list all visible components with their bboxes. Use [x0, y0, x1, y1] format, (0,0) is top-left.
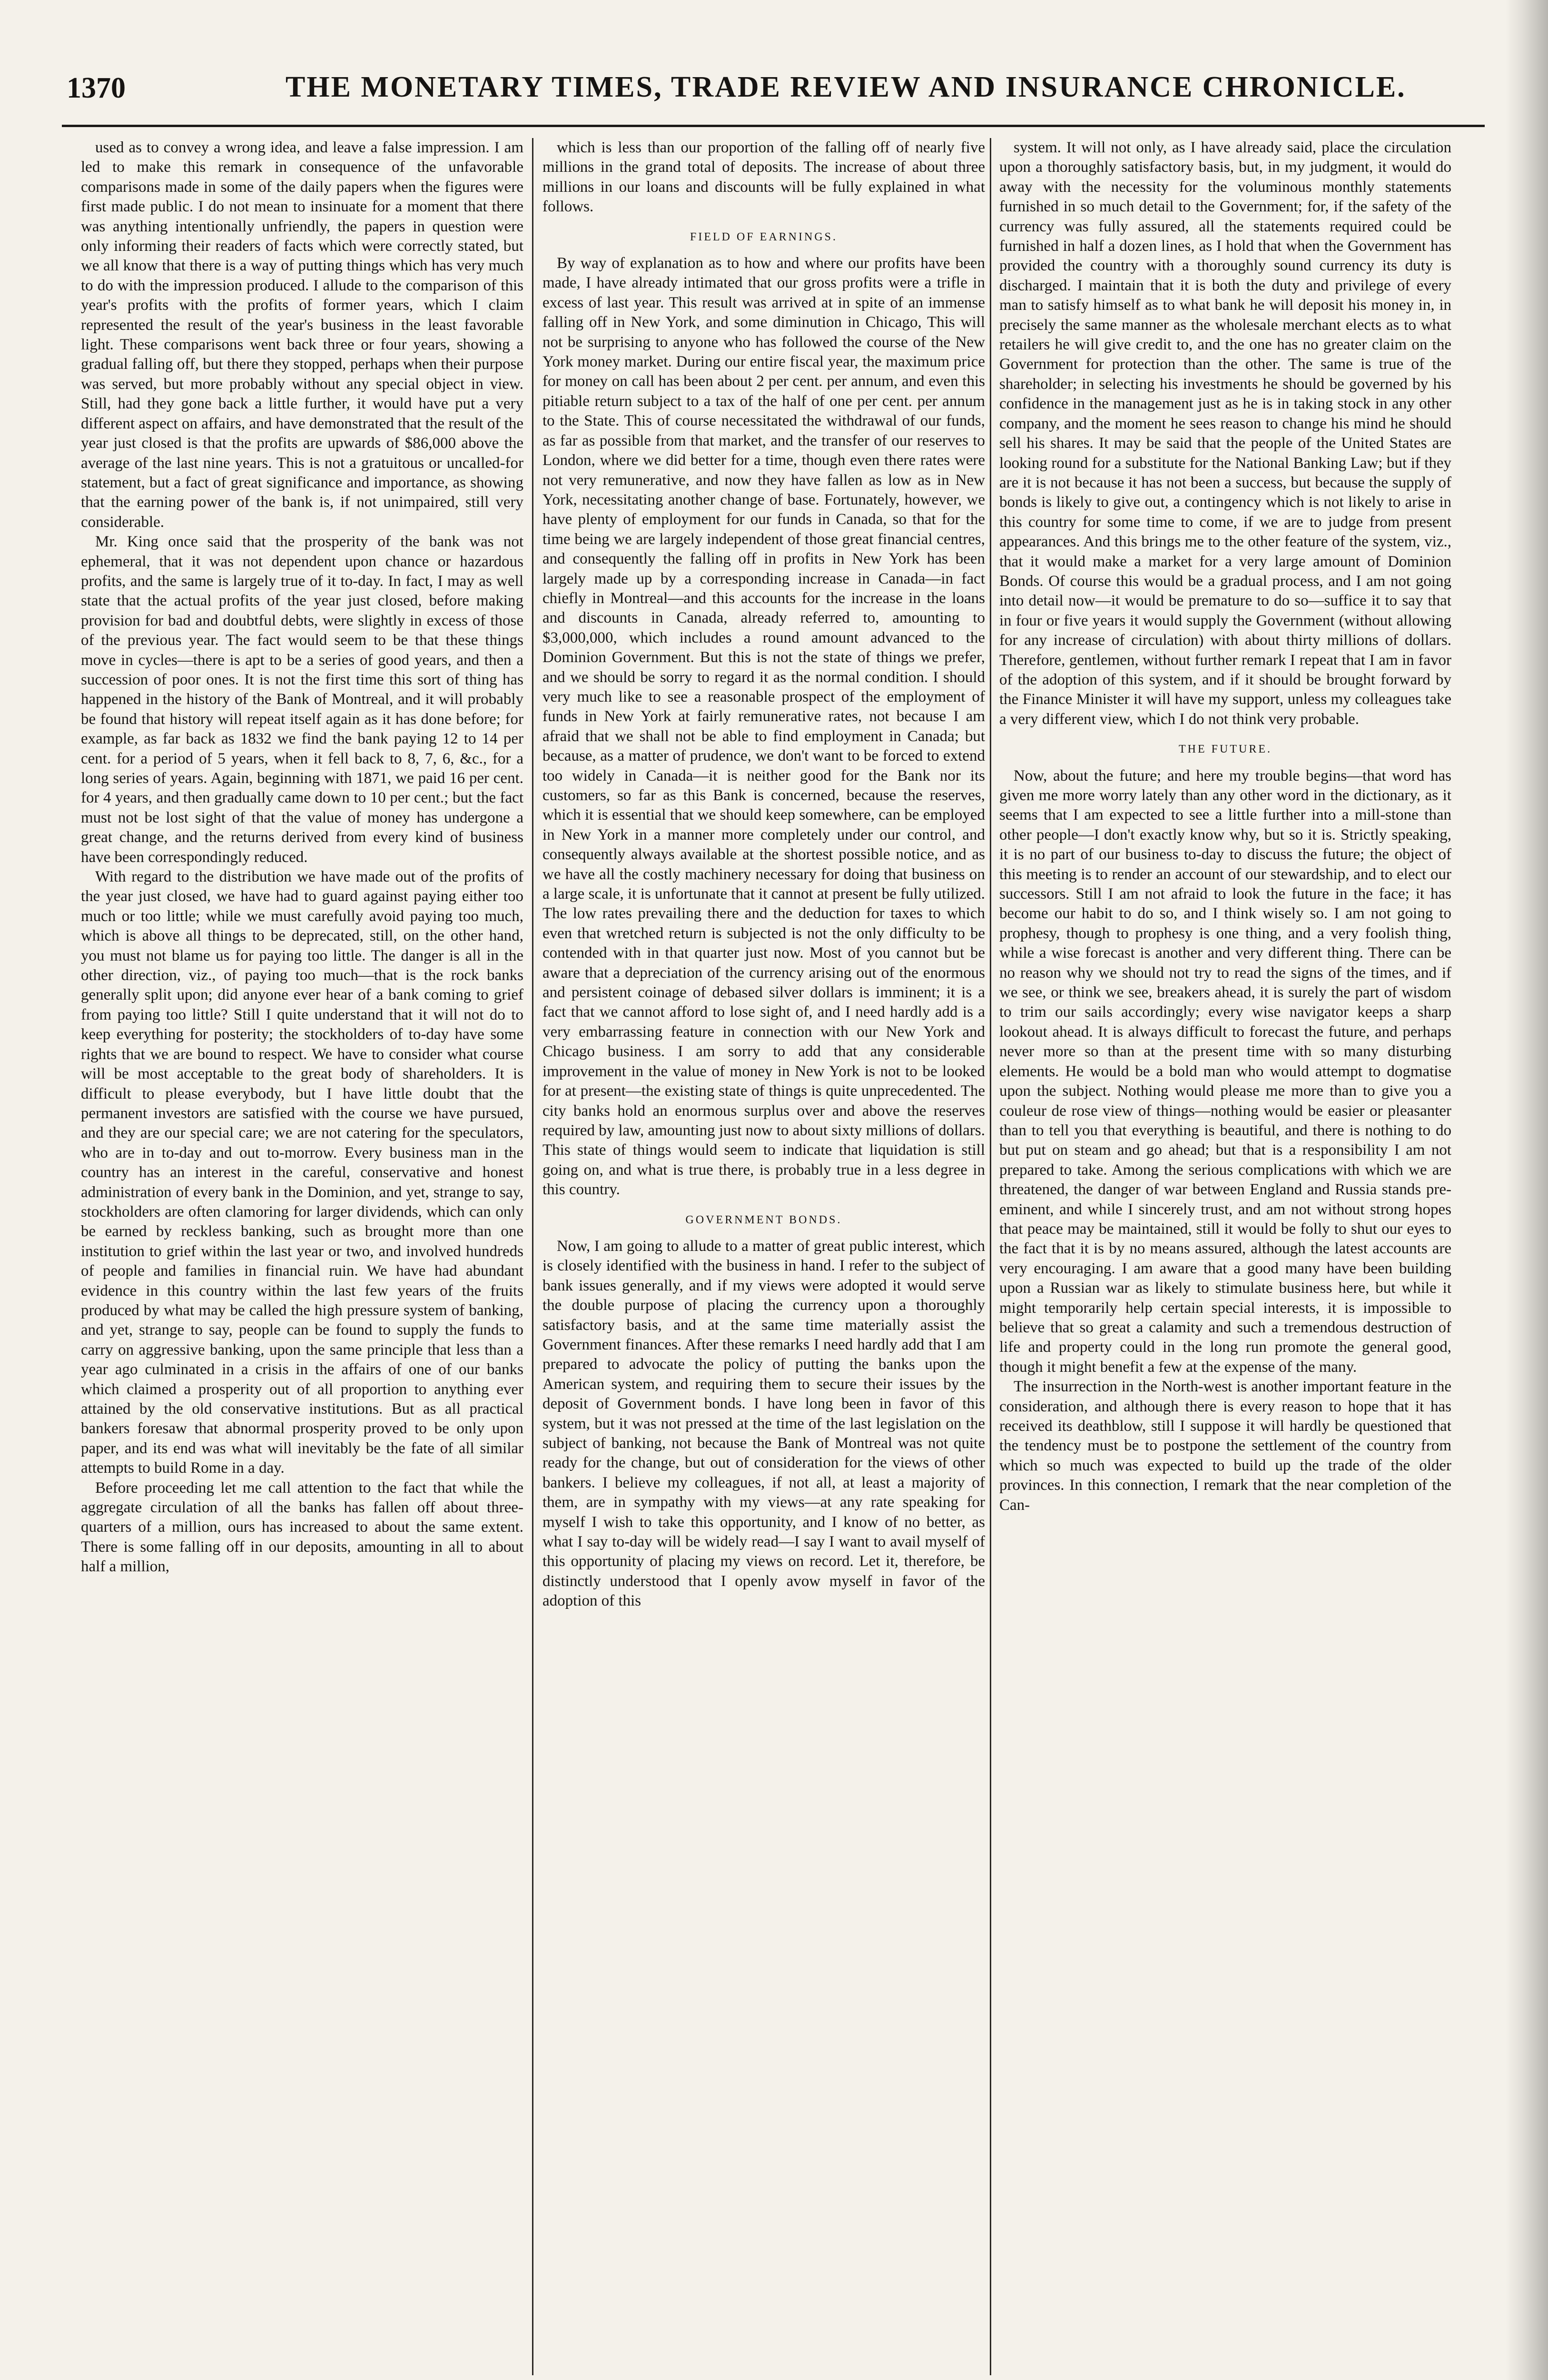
paragraph: Mr. King once said that the prosperity of the bank was not ephemeral, that it was not dependent upon chance or hazardous profits, and the same is largely true of it to-day. In fact, I may as well state that the actual profits of the year just closed, before making provision for bad and doubtful debts, were slightly in excess of those of the previous year. The fact would seem to be that these things move in cycles—there is apt to be a series of good years, and then a succession of poor ones. It is not the first time this sort of thing has happened in the history of the Bank of Montreal, and it will probably be found that history will repeat itself again as it has done before; for example, as far back as 1832 we find the bank paying 12 to 14 per cent. for a period of 5 years, when it fell back to 8, 7, 6, &c., for a long series of years. Again, beginning with 1871, we paid 16 per cent. for 4 years, and then gradually came down to 10 per cent.; but the fact must not be lost sight of that the value of money has undergone a great change, and the returns derived from every kind of business have been correspondingly reduced.: [81, 533, 523, 866]
paragraph: Now, I am going to allude to a matter of great public interest, which is closely identified with the business in hand. I refer to the subject of bank issues generally, and if my views were adopted it would serve the double purpose of placing the currency upon a thoroughly satisfactory basis, and at the same time materially assist the Government finances. After these remarks I need hardly add that I am prepared to advocate the policy of putting the banks upon the American system, and requiring them to secure their issues by the deposit of Government bonds. I have long been in favor of this system, but it was not pressed at the time of the last legislation on the subject of banking, not because the Bank of Montreal was not quite ready for the change, but out of consideration for the views of other bankers. I believe my colleagues, if not all, at least a majority of them, are in sympathy with my views—at any rate speaking for myself I wish to take this opportunity, and I know of no better, as what I say to-day will be widely read—I say I want to avail myself of this opportunity of placing my views on record. Let it, therefore, be distinctly understood that I openly avow myself in favor of the adoption of this: [542, 1237, 985, 1610]
page-header: [67, 67, 1489, 109]
section-heading: GOVERNMENT BONDS.: [685, 1213, 842, 1226]
column-divider: [532, 138, 533, 2375]
paragraph: used as to convey a wrong idea, and leave a false impression. I am led to make this remark in consequence of the unfavorable comparisons made in some of the daily papers when the figures were first made public. I do not mean to insinuate for a moment that there was anything intentionally unfriendly, the papers in question were only informing their readers of facts which were correctly stated, but we all know that there is a way of putting things which has very much to do with the impression produced. I allude to the comparison of this year's profits with the profits of former years, which I claim represented the result of the year's business in the least favorable light. These comparisons went back three or four years, showing a gradual falling off, but there they stopped, perhaps when their purpose was served, but more probably without any special object in view. Still, had they gone back a little further, it would have put a very different aspect on affairs, and have demonstrated that the result of the year just closed is that the profits are upwards of $86,000 above the average of the last nine years. This is not a gratuitous or uncalled-for statement, but a fact of great significance and importance, as showing that the earning power of the bank is, if not unimpaired, still very considerable.: [81, 139, 523, 531]
header-rule: [62, 125, 1485, 127]
paragraph: Before proceeding let me call attention to the fact that while the aggregate circulation of all the banks has fallen off about three-quarters of a million, ours has increased to about the same extent. There is some falling off in our deposits, amounting in all to about half a million,: [81, 1479, 523, 1576]
column-3: [999, 138, 1451, 2375]
page-number: 1370: [67, 72, 126, 104]
section-heading: FIELD OF EARNINGS.: [690, 230, 838, 243]
binding-shadow: [1505, 0, 1548, 2380]
running-title: THE MONETARY TIMES, TRADE REVIEW AND INSURANCE CHRONICLE.: [286, 71, 1406, 103]
section-heading: THE FUTURE.: [1179, 743, 1272, 756]
paragraph: system. It will not only, as I have already said, place the circulation upon a thoroughly satisfactory basis, but, in my judgment, it would do away with the necessity for the voluminous monthly statements furnished in so much detail to the Government; for, if the safety of the currency was fully assured, all the statements required could be furnished in half a dozen lines, as I hold that when the Government has provided the country with a thoroughly sound currency its duty is discharged. I maintain that it is both the duty and privilege of every man to satisfy himself as to what bank he will deposit his money in, in precisely the same manner as the wholesale merchant elects as to what retailers he will give credit to, and the one has no greater claim on the Government for protection than the other. The same is true of the shareholder; in selecting his investments he should be governed by his confidence in the management just as he is in taking stock in any other company, and the moment he sees reason to change his mind he should sell his shares. It may be said that the people of the United States are looking round for a substitute for the National Banking Law; but if they are it is not because it has not been a success, but because the supply of bonds is likely to give out, a contingency which is not likely to arise in this country for some time to come, if we are to judge from present appearances. And this brings me to the other feature of the system, viz., that it would make a market for a very large amount of Dominion Bonds. Of course this would be a gradual process, and I am not going into detail now—it would be premature to do so—suffice it to say that in four or five years it would supply the Government (without allowing for any increase of circulation) with about thirty millions of dollars. Therefore, gentlemen, without further remark I repeat that I am in favor of the adoption of this system, and if it should be brought forward by the Finance Minister it will have my support, unless my colleagues take a very different view, which I do not think very probable.: [999, 139, 1451, 728]
paragraph: By way of explanation as to how and where our profits have been made, I have already intimated that our gross profits were a trifle in excess of last year. This result was arrived at in spite of an immense falling off in New York, and some diminution in Chicago, This will not be surprising to anyone who has followed the course of the New York money market. During our entire fiscal year, the maximum price for money on call has been about 2 per cent. per annum, and even this pitiable return subject to a tax of the half of one per cent. per annum to the State. This of course necessitated the withdrawal of our funds, as far as possible from that market, and the transfer of our reserves to London, where we did better for a time, though even there rates were not very remunerative, and now they have fallen as low as in New York, necessitating another change of base. Fortunately, however, we have plenty of employment for our funds in Canada, so that for the time being we are largely independent of those great financial centres, and consequently the falling off in profits in New York has been largely made up by a corresponding increase in Canada—in fact chiefly in Montreal—and this accounts for the increase in the loans and discounts in Canada, already referred to, amounting to $3,000,000, which includes a round amount advanced to the Dominion Government. But this is not the state of things we prefer, and we should be sorry to regard it as the normal condition. I should very much like to see a reasonable prospect of the employment of funds in New York at fairly remunerative rates, not because I am afraid that we shall not be able to find employment in Canada; but because, as a matter of prudence, we don't want to be forced to extend too widely in Canada—it is neither good for the Bank nor its customers, so far as this Bank is concerned, because the reserves, which it is essential that we should keep somewhere, can be employed in New York in a manner more completely under our control, and consequently always available at the shortest possible notice, and as we have all the costly machinery necessary for doing that business on a large scale, it is unfortunate that it cannot at present be fully utilized. The low rates prevailing there and the deduction for taxes to which even that wretched return is subjected is not the only difficulty to be contended with in that quarter just now. Most of you cannot but be aware that a depreciation of the currency arising out of the enormous and persistent coinage of debased silver dollars is imminent; it is a fact that we cannot afford to lose sight of, and I need hardly add is a very embarrassing feature in connection with our New York and Chicago business. I am sorry to add that any considerable improvement in the value of money in New York is not to be looked for at present—the existing state of things is quite unprecedented. The city banks hold an enormous surplus over and above the reserves required by law, amounting just now to about sixty millions of dollars. This state of things would seem to indicate that liquidation is still going on, and what is true there, is probably true in a less degree in this country.: [542, 255, 985, 1199]
column-1: [81, 138, 523, 2375]
column-2: [542, 138, 985, 2375]
paragraph: which is less than our proportion of the falling off of nearly five millions in the grand total of deposits. The increase of about three millions in our loans and discounts will be fully explained in what follows.: [542, 139, 985, 216]
paragraph: Now, about the future; and here my trouble begins—that word has given me more worry lately than any other word in the dictionary, as it seems that I am expected to see a little further into a mill-stone than other people—I don't exactly know why, but so it is. Strictly speaking, it is no part of our business to-day to discuss the future; the object of this meeting is to render an account of our stewardship, and to elect our successors. Still I am not afraid to look the future in the face; it has become our habit to do so, and I think wisely so. I am not going to prophesy, though to prophesy is one thing, and a very foolish thing, while a wise forecast is another and very different thing. There can be no reason why we should not try to read the signs of the times, and if we see, or think we see, breakers ahead, it is surely the part of wisdom to trim our sails accordingly; every wise navigator keeps a sharp lookout ahead. It is always difficult to forecast the future, and perhaps never more so than at the present time with so many disturbing elements. He would be a bold man who would attempt to dogmatise upon the subject. Nothing would please me more than to give you a couleur de rose view of things—nothing would be easier or pleasanter than to tell you that everything is beautiful, and there is nothing to do but put on steam and go ahead; but that is a responsibility I am not prepared to take. Among the serious complications with which we are threatened, the danger of war between England and Russia stands pre-eminent, and while I sincerely trust, and am not without strong hopes that peace may be maintained, still it would be folly to shut our eyes to the fact that it is by no means assured, although the latest accounts are very encouraging. I am aware that a good many have been building upon a Russian war as likely to stimulate business here, but while it might temporarily help certain special interests, it is impossible to believe that so great a calamity and such a tremendous destruction of life and property could in the long run promote the general good, though it might benefit a few at the expense of the many.: [999, 767, 1451, 1376]
paragraph: With regard to the distribution we have made out of the profits of the year just closed, we have had to guard against paying either too much or too little; while we must carefully avoid paying too much, which is above all things to be deprecated, still, on the other hand, you must not blame us for paying too little. The danger is all in the other direction, viz., of paying too much—that is the rock banks generally split upon; did anyone ever hear of a bank coming to grief from paying too little? Still I quite understand that it will not do to keep everything for posterity; the stockholders of to-day have some rights that we are bound to respect. We have to consider what course will be most acceptable to the great body of shareholders. It is difficult to please everybody, but I have little doubt that the permanent investors are satisfied with the course we have pursued, and they are our special care; we are not catering for the speculators, who are in to-day and out to-morrow. Every business man in the country has an interest in the careful, conservative and honest administration of every bank in the Dominion, and yet, strange to say, stockholders are often clamoring for larger dividends, which can only be earned by reckless banking, such as brought more than one institution to grief within the last year or two, and involved hundreds of people and families in financial ruin. We have had abundant evidence in this country within the last few years of the fruits produced by what may be called the high pressure system of banking, and yet, strange to say, people can be found to supply the funds to carry on aggressive banking, upon the same principle that less than a year ago culminated in a crisis in the affairs of one of our banks which claimed a prosperity out of all proportion to anything ever attained by the old conservative institutions. But as all practical bankers foresaw that abnormal prosperity proved to be only upon paper, and its end was what will inevitably be the fate of all similar attempts to build Rome in a day.: [81, 868, 523, 1477]
column-divider: [990, 138, 991, 2375]
paragraph: The insurrection in the North-west is another important feature in the consideration, and although there is every reason to hope that it has received its deathblow, still I suppose it will hardly be questioned that the tendency must be to postpone the settlement of the country from which so much was expected to build up the trade of the older provinces. In this connection, I remark that the near completion of the Can-: [999, 1378, 1451, 1514]
